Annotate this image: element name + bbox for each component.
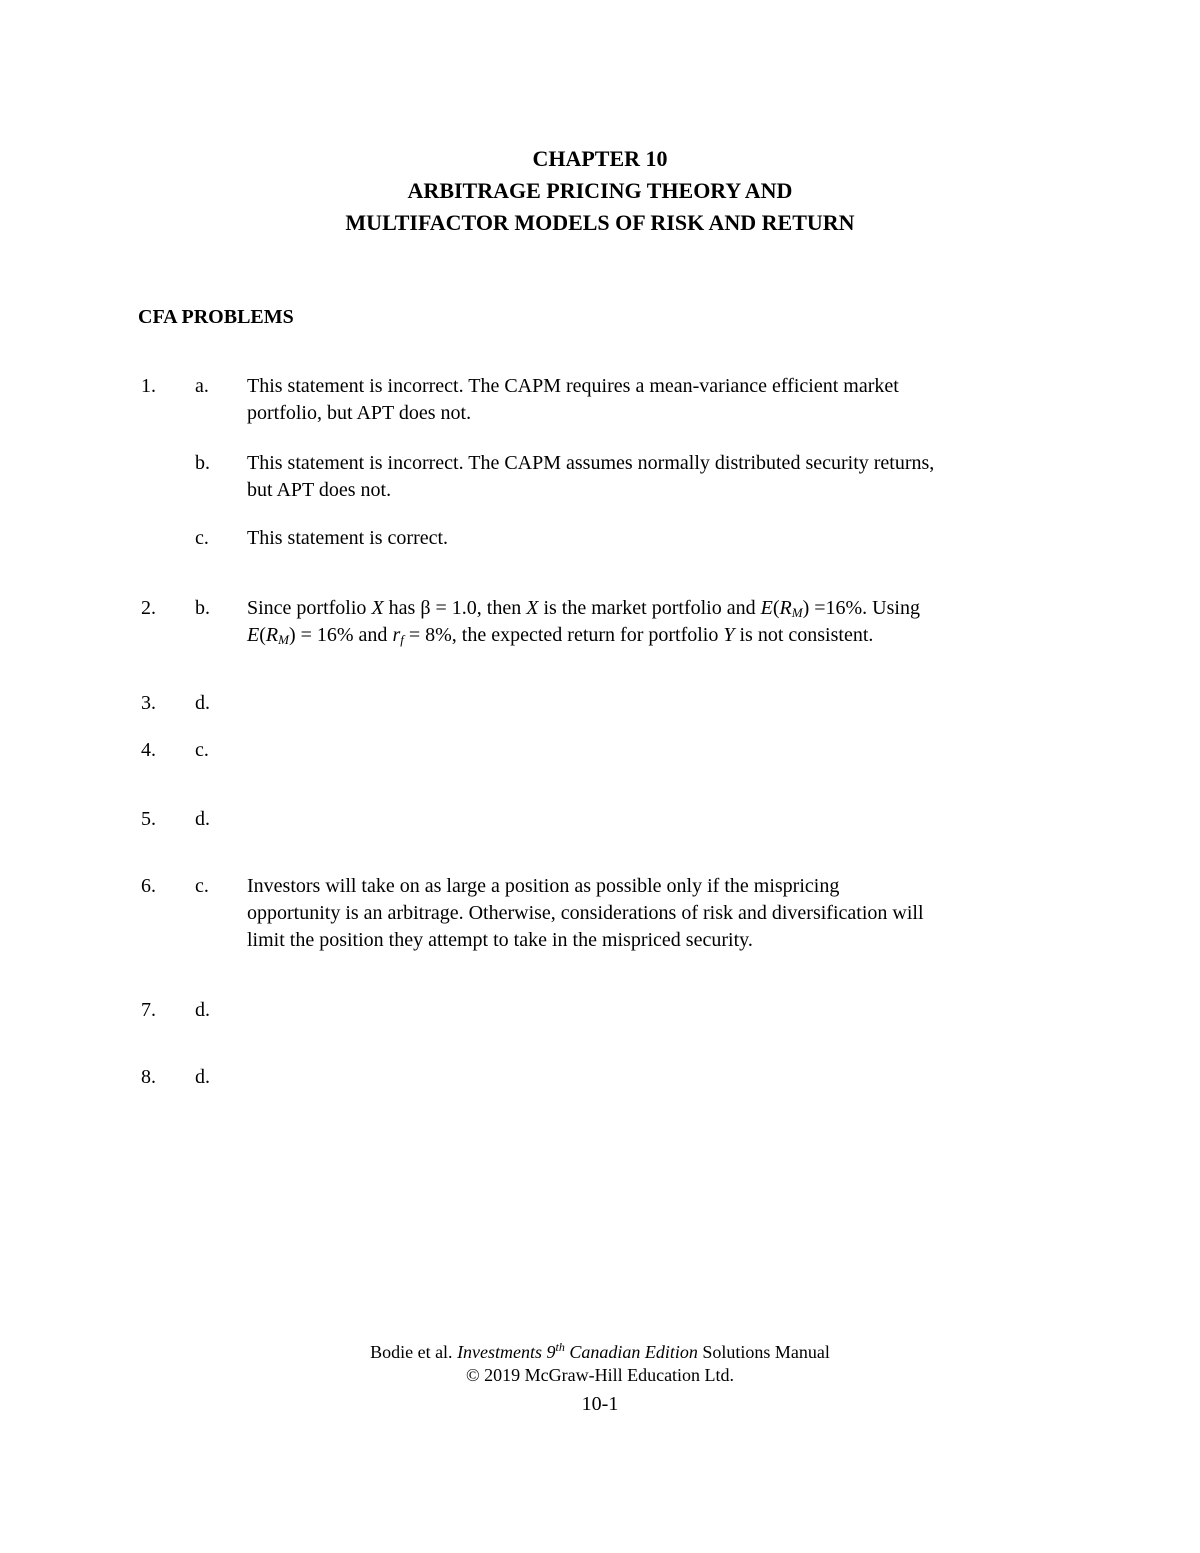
- answer-line: This statement is incorrect. The CAPM assumes normally distributed security returns,: [247, 452, 935, 474]
- footer-text: Solutions Manual: [697, 1342, 830, 1362]
- math-subscript: f: [400, 632, 404, 647]
- answer-line: This statement is correct.: [247, 527, 449, 549]
- problem-number: 1.: [141, 375, 156, 397]
- text-run: has β = 1.0, then: [383, 597, 527, 619]
- answer-letter: c.: [195, 527, 209, 549]
- chapter-subtitle-line1: ARBITRAGE PRICING THEORY AND: [407, 178, 793, 203]
- text-run: Since portfolio: [247, 597, 372, 619]
- answer-letter: c.: [195, 739, 209, 761]
- math-symbol: Y: [723, 624, 735, 646]
- answer-line: This statement is incorrect. The CAPM requires a mean-variance efficient market: [247, 375, 899, 397]
- footer-superscript: th: [555, 1340, 565, 1354]
- math-symbol: R: [779, 597, 792, 619]
- math-symbol: R: [265, 624, 279, 646]
- math-symbol: E: [760, 597, 773, 619]
- answer-line: [247, 622, 1077, 649]
- problem-number: 8.: [141, 1066, 156, 1088]
- answer-text: [247, 525, 1077, 552]
- problem-number: 4.: [141, 739, 156, 761]
- problem-number: 6.: [141, 875, 156, 897]
- math-symbol: E: [247, 624, 260, 646]
- answer-text: [247, 873, 1077, 954]
- page-number: 10-1: [581, 1393, 619, 1415]
- problem-number: 3.: [141, 692, 156, 714]
- answer-text: [247, 373, 1077, 427]
- answer-letter: d.: [195, 808, 210, 830]
- text-run: is not consistent.: [734, 624, 874, 646]
- chapter-title: CHAPTER 10: [532, 146, 668, 171]
- answer-letter: b.: [195, 452, 210, 474]
- answer-line: opportunity is an arbitrage. Otherwise, considerations of risk and diversification will: [247, 902, 924, 924]
- answer-letter: b.: [195, 597, 210, 619]
- section-title: CFA PROBLEMS: [138, 306, 294, 328]
- text-run: ) = 16% and: [288, 624, 393, 646]
- answer-letter: a.: [195, 375, 209, 397]
- math-subscript: M: [278, 632, 289, 647]
- answer-letter: d.: [195, 1066, 210, 1088]
- answer-line: [247, 595, 1077, 622]
- problem-number: 2.: [141, 597, 156, 619]
- answer-letter: d.: [195, 999, 210, 1021]
- footer-edition: Canadian Edition: [564, 1342, 698, 1362]
- text-run: is the market portfolio and: [538, 597, 761, 619]
- text-run: = 8%, the expected return for portfolio: [403, 624, 724, 646]
- problem-number: 5.: [141, 808, 156, 830]
- text-run: ) =16%. Using: [802, 597, 920, 619]
- math-symbol: X: [526, 597, 539, 619]
- math-subscript: M: [791, 605, 803, 620]
- answer-letter: d.: [195, 692, 210, 714]
- footer-book-title: Investments 9: [457, 1342, 556, 1362]
- answer-text: [247, 450, 1077, 504]
- answer-line: portfolio, but APT does not.: [247, 402, 472, 424]
- footer-text: Bodie et al.: [370, 1342, 458, 1362]
- answer-line: Investors will take on as large a position as possible only if the mispricing: [247, 875, 840, 897]
- chapter-subtitle-line2: MULTIFACTOR MODELS OF RISK AND RETURN: [345, 210, 855, 235]
- text-run: (: [772, 597, 780, 619]
- answer-line: but APT does not.: [247, 479, 392, 501]
- answer-text: [247, 595, 1077, 649]
- problem-number: 7.: [141, 999, 156, 1021]
- text-run: (: [259, 624, 266, 646]
- answer-letter: c.: [195, 875, 209, 897]
- math-symbol: r: [392, 624, 401, 646]
- footer-copyright: © 2019 McGraw-Hill Education Ltd.: [465, 1365, 735, 1385]
- footer-citation: [0, 1340, 1200, 1364]
- math-symbol: X: [371, 597, 384, 619]
- answer-line: limit the position they attempt to take in the mispriced security.: [247, 929, 753, 951]
